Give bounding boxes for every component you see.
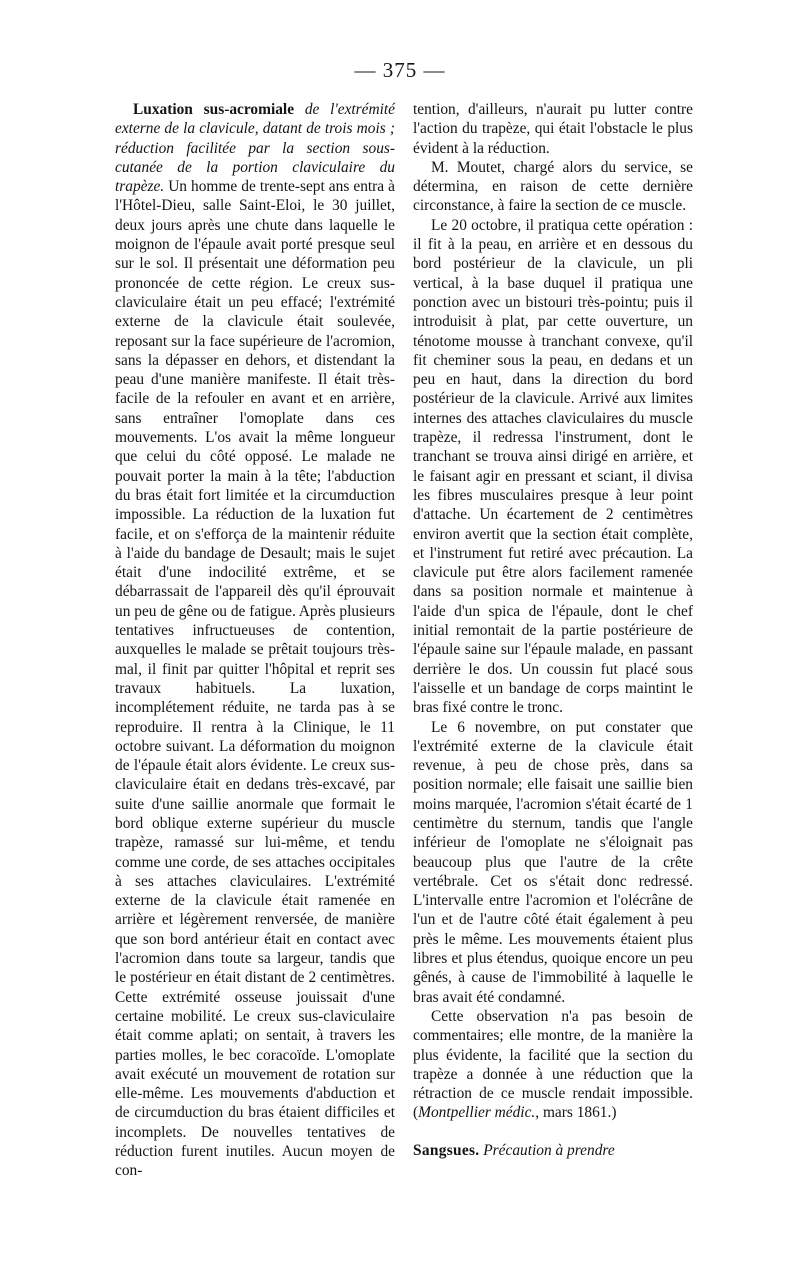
article-body: Un homme de trente-sept ans entra à l'Hôtel-Dieu, salle Saint-Eloi, le 30 juillet, deux jours après une chute dans laquelle le moignon de l'épaule avait porté presque seul sur le sol. Il présentait une déformation peu prononcée de cette région. Le creux sus-claviculaire était un peu effacé; l'extrémité externe de la clavicule était soulevée, reposant sur la face supérieure de l'acromion, sans la dépasser en dehors, et distendant la peau d'une manière manifeste. Il était très-facile de la refouler en avant et en arrière, sans entraîner l'omoplate dans ces mouvements. L'os avait la même longueur que celui du côté opposé. Le malade ne pouvait porter la main à la tête; l'abduction du bras était fort limitée et la circumduction impossible. La réduction de la luxation fut facile, et on s'efforça de la maintenir réduite à l'aide du bandage de Desault; mais le sujet était d'une indocilité extrême, et se débarrassait de l'appareil dès qu'il éprouvait un peu de gêne ou de fatigue. Après plusieurs tentatives infructueuses de contention, auxquelles le malade se prêtait toujours très-mal, il finit par quitter l'hôpital et reprit ses travaux habituels. La luxation, incomplétement réduite, ne tarda pas à se reproduire. Il rentra à la Clinique, le 11 octobre suivant. La déformation du moignon de l'épaule était alors évidente. Le creux sus-claviculaire était en dedans très-excavé, par suite d'une saillie anormale que formait le bord oblique externe supérieur du muscle trapèze, ramassé sur lui-même, et tendu comme une corde, de ses attaches occipitales à ses attaches claviculaires. L'extrémité externe de la clavicule était ramenée en arrière et légèrement renversée, de manière que son bord antérieur était en contact avec l'acromion dans toute sa largeur, tandis que le postérieur en était distant de 2 centimètres. Cette extrémité osseuse jouissait d'une certaine mobilité. Le creux sus-claviculaire était comme aplati; on sentait, à travers les parties molles, le bec coracoïde. L'omoplate avait exécuté un mouvement de rotation sur elle-même. Les mouvements d'abduction et de circumduction du bras étaient difficiles et incomplets. De nouvelles tentatives de réduction furent inutiles. Aucun moyen de con-	[115, 178, 395, 1180]
article-subtitle: de l'extrémité externe de la clavicule, datant de trois mois ; réduction facilitée par la section sous-cutanée de la portion claviculaire du trapèze.	[115, 101, 396, 196]
paragraph-continuation: tention, d'ailleurs, n'aurait pu lutter contre l'action du trapèze, qui était l'obstacle le plus évident à la réduction.	[413, 101, 693, 157]
paragraph-conclusion	[413, 1007, 693, 1123]
next-article-title: Sangsues.	[413, 1141, 480, 1159]
article-title: Luxation sus-acromiale	[133, 101, 295, 118]
right-column	[413, 100, 693, 1160]
conclusion-text: Cette observation n'a pas besoin de commentaires; elle montre, de la manière la plus évidente, la facilité que la section du trapèze a donnée à une réduction que la rétraction de ce muscle rendait impossible. (	[413, 1007, 693, 1122]
left-column	[115, 100, 395, 1181]
paragraph-operation: Le 20 octobre, il pratiqua cette opération : il fit à la peau, en arrière et en dessous du bord postérieur de la clavicule, un pli vertical, à la base duquel il pratiqua une ponction avec un bistouri très-pointu; puis il introduisit à plat, par cette ouverture, un ténotome mousse à tranchant convexe, qu'il fit cheminer sous la peau, en dedans et un peu en haut, dans la direction du bord postérieur de la clavicule. Arrivé aux limites internes des attaches claviculaires du muscle trapèze, il redressa l'instrument, dont le tranchant se trouva ainsi dirigé en arrière, et le faisant agir en pressant et sciant, il divisa les fibres musculaires presque à leur point d'attache. Un écartement de 2 centimètres environ avertit que la section était complète, et l'instrument fut retiré avec précaution. La clavicule put être alors facilement ramenée dans sa position normale et maintenue à l'aide d'un spica de l'épaule, dont le chef initial remontait de la partie postérieure de l'épaule saine sur l'épaule malade, en passant derrière le dos. Un coussin fut placé sous l'aisselle et un bandage de corps maintint le bras fixé contre le tronc.	[413, 216, 693, 717]
article-luxation	[115, 100, 395, 1181]
citation-date: , mars 1861.)	[535, 1104, 617, 1122]
article-sangsues	[413, 1141, 693, 1160]
next-article-subtitle: Précaution à prendre	[479, 1141, 615, 1159]
paragraph-moutet: M. Moutet, chargé alors du service, se détermina, en raison de cette dernière circonstance, à faire la section de ce muscle.	[413, 158, 693, 215]
paragraph-november: Le 6 novembre, on put constater que l'extrémité externe de la clavicule était revenue, à peu de chose près, dans sa position normale; elle faisait une saillie bien moins marquée, l'acromion s'était écarté de 1 centimètre du sternum, tandis que l'angle inférieur de l'omoplate ne s'éloignait pas beaucoup plus que l'autre de la crête vertébrale. Cet os s'était donc redressé. L'intervalle entre l'acromion et l'olécrâne de l'un et de l'autre côté était également à peu près le même. Les mouvements étaient plus libres et plus étendus, quoique encore un peu gênés, à cause de l'immobilité à laquelle le bras avait été condamné.	[413, 718, 693, 1006]
source-citation: Montpellier médic.	[418, 1104, 536, 1122]
page-number: — 375 —	[354, 58, 446, 82]
